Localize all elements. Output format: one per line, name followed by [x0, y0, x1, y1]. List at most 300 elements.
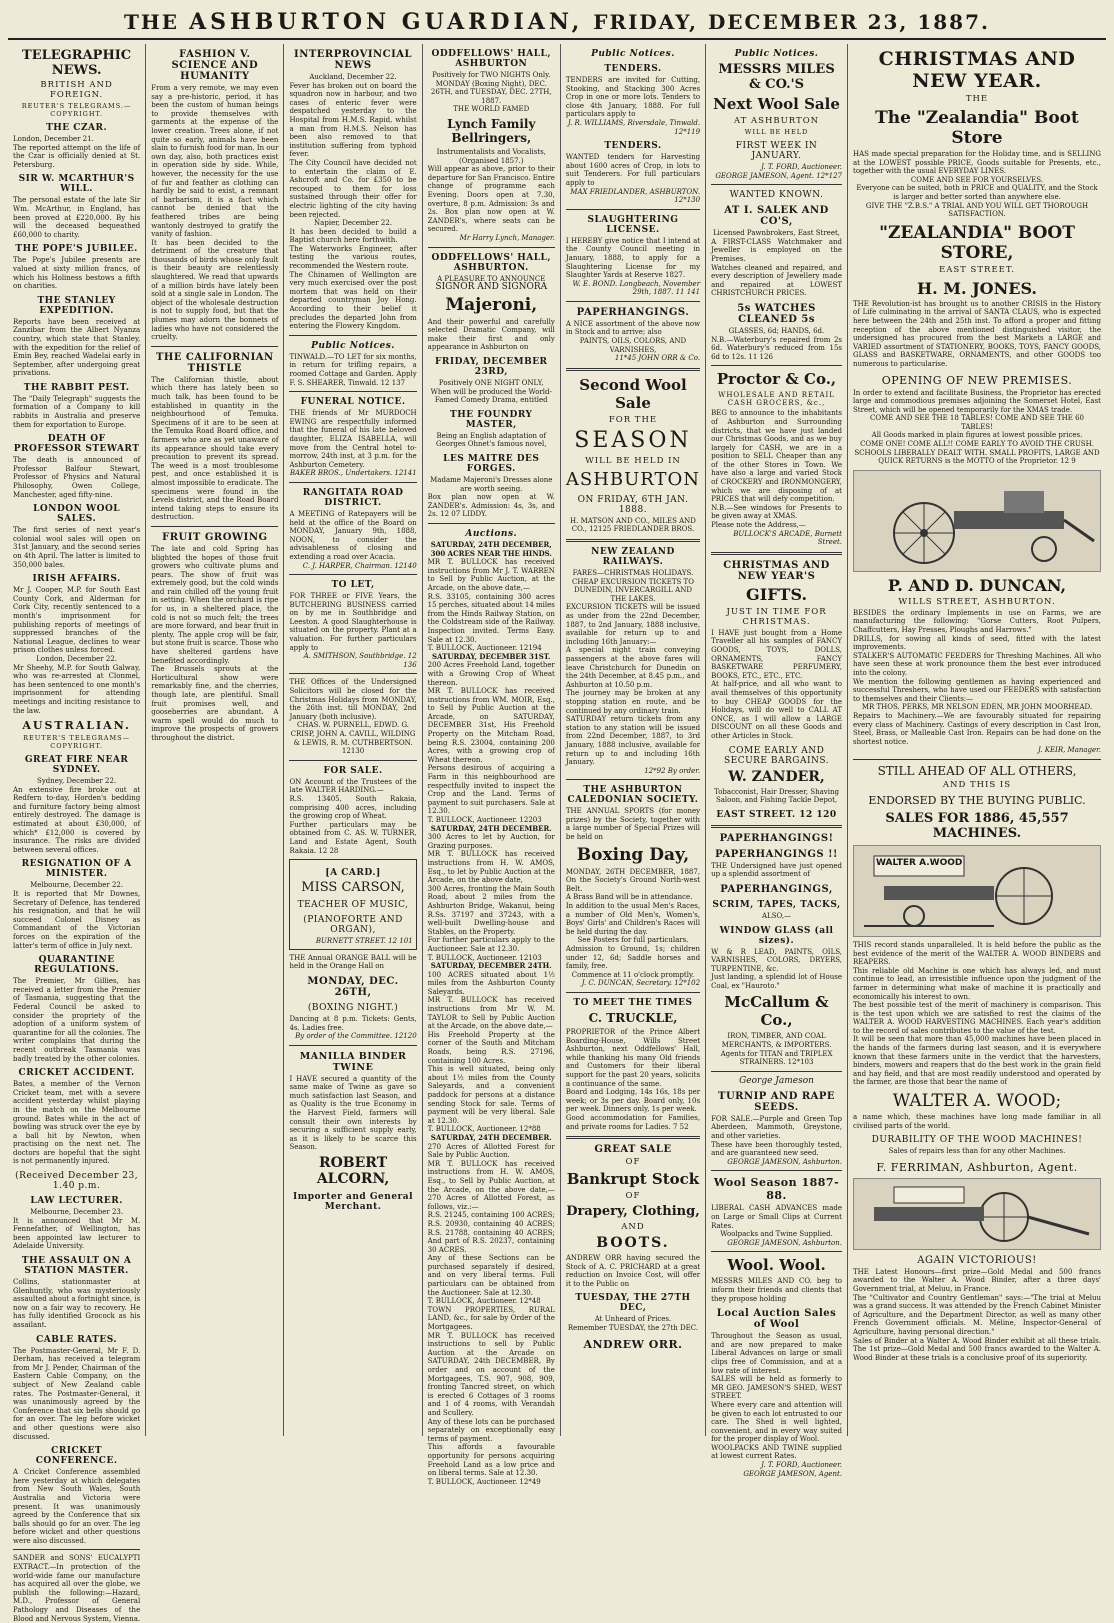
bellringers-heading: Lynch Family Bellringers, — [447, 116, 536, 145]
reuter-line: REUTER'S TELEGRAMS.—COPYRIGHT. — [21, 102, 132, 118]
local-text: SALES will be held as formerly to MR GEO. JAMESON'S SHED, WEST STREET. — [711, 1375, 842, 1401]
thistle-text: The Californian thistle, about which there has lately been so much talk, has been found to be established in quantity in the neighbourhood of Temuka. Specimens of it are to be seen at the Temuka Road Board office, and farmers who are as yet unaware of its appearance should take every precaution to prevent its spread. The weed is a most troublesome pest, and once established it is almost impossible to eradicate. The specimens were found in the Levels district, and the Road Board intend taking steps to ensure its destruction. — [151, 375, 279, 522]
orange-sig: By order of the Committee. 12120 — [295, 1032, 417, 1041]
ferriman: F. FERRIMAN, Ashburton, Agent. — [876, 1160, 1078, 1174]
offices-text: THE Offices of the Undersigned Solicitors will be closed for the Christmas Holidays from MONDAY, the 26th inst. till MONDAY, 2nd January (both inclusive). — [289, 678, 417, 721]
duncan-heading: P. AND D. DUNCAN, — [887, 575, 1067, 595]
tenders-sig: MAX FRIEDLANDER, ASHBURTON. 12*130 — [570, 187, 701, 205]
next-wool-sale: Next Wool Sale — [713, 95, 840, 113]
of-word: OF — [625, 1157, 641, 1168]
auction-line: T. BULLOCK, Auctioneer. 12103 — [427, 953, 542, 962]
salek-text: N.B.—Waterbury's repaired from 2s 6d. Waterbury's reduced from 15s 6d to 12s. 11 126 — [711, 335, 842, 361]
rail-text: SATURDAY return tickets from any station to any station will be issued from 22nd December, 1887, to 3rd January, 1888 inclusive, available for return up to and including 16th January. — [565, 715, 701, 767]
duncan-text: BESIDES the ordinary Implements in use on Farms, we are manufacturing the following: "Gorse Cutters, Root Pulpers, Chaffcutters, Hay Presses, Ploughs and Harrows." — [853, 608, 1101, 635]
funeral-sig: BAKER BROS., Undertakers. 12141 — [289, 469, 417, 478]
card-name: MISS CARSON, — [301, 880, 405, 896]
cricket-accident-text: Bates, a member of the Vernon Cricket team, met with a severe accident yesterday whilst playing in the match on the Melbourne ground. Bates while in the act of bowling was struck over the eye by a ball hit by Newton, when practising on the next net. The doctors are hopeful that the sight is not permanently injured. — [13, 1080, 141, 1166]
cal-text: MONDAY, 26TH DECEMBER, 1887, On the Society's Ground North-west Belt. — [565, 867, 701, 893]
tenders-text: TENDERS are invited for Cutting, Stooking, and Stacking 300 Acres Crop in one or more lots. Tenders to close 4th January, 1888. For full particulars apply to — [565, 76, 701, 119]
wood-name: WALTER A. WOOD; — [892, 1091, 1062, 1112]
hall-heading: ODDFELLOWS' HALL, ASHBURTON — [431, 49, 551, 69]
column-6 — [706, 44, 848, 1478]
news-text: Auckland, December 22. — [309, 73, 397, 81]
wool-wool-heading: Wool. Wool. — [727, 1256, 826, 1275]
proctor-sub: WHOLESALE AND RETAIL CASH GROCERS, &c., — [718, 391, 835, 408]
telegraphic-news-heading: TELEGRAPHIC NEWS. — [22, 48, 132, 78]
maitre-des-forges: LES MAITRE DES FORGES. — [443, 454, 540, 475]
jones-heading: H. M. JONES. — [917, 278, 1037, 298]
fruit-text: The Brussels sprouts at the Horticultural show were remarkably fine, and the cherries, though late, are plentiful. Small fruit promises well, and gooseberries are abundant. A warm spell would do much to improve the prospects of growers throughout the district. — [151, 665, 279, 742]
local-sig: J. T. FORD, Auctioneer. — [761, 1461, 842, 1470]
masthead-date: DECEMBER 23, 1887. — [707, 10, 990, 34]
still-sub: AND THIS IS — [942, 779, 1012, 790]
orr-text: ANDREW ORR having secured the Stock of A. C. PRICHARD at a great reduction on Invoice Cost, will offer it to the Public on — [565, 1254, 701, 1288]
auction-line: 300 ACRES NEAR THE HINDS. — [430, 548, 552, 558]
zealandia-heading: The "Zealandia" Boot Store — [875, 108, 1079, 148]
endorsed-heading: ENDORSED BY THE BUYING PUBLIC. — [868, 793, 1086, 807]
czar-text: London, December 21. — [13, 135, 94, 143]
wool-season-heading: Wool Season 1887-88. — [713, 1176, 840, 1203]
fire-text: Sydney, December 22. — [37, 777, 117, 786]
truckle-text: Board and Lodging, 14s 16s, 18s per week; or 3s per day. Board only, 10s per week. Dinners only, 1s per week. — [565, 1088, 701, 1114]
fashion-text: It has been decided to the detriment of the creature that thousands of birds whose only fault is their beauty are relentlessly slaughtered. We read that upwards of a million birds have lately been sold at a single sale in London. The object of the wholesale destruction is not to supply food, but that the plumes may adorn the bonnets of ladies who have not considered the cruelty. — [151, 238, 279, 342]
xmas-gifts-heading: CHRISTMAS AND NEW YEAR'S — [723, 559, 830, 582]
five-shilling: 5s WATCHES CLEANED 5s — [737, 302, 816, 325]
jameson-name: George Jameson — [739, 1075, 814, 1086]
alcorn-heading: ROBERT ALCORN, — [316, 1155, 390, 1188]
assault-text: Collins, stationmaster at Glenhuntly, who was mysteriously assaulted about a fortnight since, is now on a fair way to recovery. He has fully identified Grocock as his assailant. — [13, 1278, 141, 1329]
jubilee-heading: THE POPE'S JUBILEE. — [15, 244, 138, 255]
season-word: SEASON — [574, 427, 692, 453]
second-sub: FOR THE — [608, 414, 658, 425]
cal-text: A Brass Band will be in attendance. — [565, 893, 693, 902]
thistle-heading: THE CALIFORNIAN THISTLE — [155, 351, 274, 374]
auction-line: 270 Acres of Allotted Forest for Sale by Public Auction. — [427, 1142, 555, 1160]
duncan-sub: WILLS STREET, ASHBURTON. — [898, 596, 1056, 607]
great-sale: GREAT SALE — [594, 1144, 672, 1156]
forsale-text: ON Account of the Trustees of the late WALTER HARDING.— — [289, 777, 417, 795]
auction-line: T. BULLOCK, Auctioneer. 12*88 — [427, 1125, 541, 1134]
will-heading: SIR W. MCARTHUR'S WILL. — [18, 174, 135, 195]
forsale-text: Further particulars may be obtained from C. AS. W. TURNER, Land and Estate Agent, South Rakaia. 12 28 — [289, 820, 417, 855]
cricket-accident-heading: CRICKET ACCIDENT. — [18, 1068, 135, 1079]
wool-sales-heading: LONDON WOOL SALES. — [33, 504, 121, 525]
news-text: The City Council have decided not to entertain the claim of E. Ashcroft and Co. for £350 to be recouped to them for loss sustained through their offer for electric lighting of the city having been rejected. — [289, 158, 417, 219]
auction-line: 300 Acres to let by Auction, for Grazing purposes. — [427, 833, 555, 850]
maj-text: Being an English adaptation of Georges Ohnet's famous novel, — [436, 431, 547, 449]
east-street: EAST STREET. — [939, 264, 1015, 275]
card-sub: (PIANOFORTE AND ORGAN), — [303, 915, 403, 936]
orr-date: TUESDAY, THE 27TH DEC, — [575, 1293, 691, 1314]
auction-line: For further particulars apply to the Auctioneer. Sale at 12.30. — [427, 936, 555, 953]
zealandia-text: COME AND SEE FOR YOURSELVES. — [910, 175, 1044, 184]
resignation-text: It is reported that Mr Downes, Secretary of Defence, has tendered his resignation, and that he will succeed Colonel Disney as Commandant of the Victorian forces on the expiration of the latter's term of office in July next. — [13, 890, 141, 950]
again-text: The "Cultivator and Country Gentleman" says:—"The trial at Meluu was a grand success. It was attended by the French Cabinet Minister of Agriculture, and the Department Director, as well as many other French Government officials. M. Méline, Inspector-General of Agriculture, having personal direction." — [853, 1293, 1101, 1336]
turnip-text: FOR SALE.—Purple and Green Top Aberdeen, Mammoth, Greystone, and other varieties. — [711, 1114, 842, 1141]
maj-text: And their powerful and carefully selected Dramatic Company, will make their first and only appearance in Ashburton on — [427, 317, 555, 352]
bell-sig: Mr Harry Lynch, Manager. — [459, 233, 555, 242]
tolet-text: FOR THREE or FIVE Years, the BUTCHERING BUSINESS carried on by me in Southbridge and Leeston. A good Slaughterhouse is situated on the property. Plant at a valuation. For further particulars apply to — [289, 592, 417, 652]
zander-sub: Tobacconist, Hair Dresser, Shaving Saloon, and Fishing Tackle Depot, — [714, 787, 839, 805]
maj-date: FRIDAY, DECEMBER 23RD, — [434, 357, 548, 378]
victorious-engraving — [853, 1178, 1101, 1250]
opening-text: SCHOOLS LIBERALLY DEALT WITH. SMALL PROFITS, LARGE AND QUICK RETURNS is the MOTTO of the Proprietor. 12 9 — [854, 448, 1100, 466]
orange-night: (BOXING NIGHT.) — [307, 1002, 399, 1013]
proctor-text: BEG to announce to the inhabitants of Ashburton and Surrounding districts, that we have just landed our Christmas Goods, and as we buy largely for CASH, we are in a position to SELL Cheaper than any of the other Stores in Town. We have also a large and varied Stock of CROCKERY and IRONMONGERY, which we are disposing of at PRICES that will defy competition. — [711, 409, 842, 504]
tenders-text: WANTED tenders for Harvesting about 1600 acres of Crop, in lots to suit Tenderers. For full particulars apply to — [565, 153, 701, 187]
local-sig: GEORGE JAMESON, Agent. — [743, 1469, 842, 1478]
auction-line: MR T. BULLOCK has received instructions from H. W. AMOS, Esq., to Sell by Public Auction, at the Arcade, on the above date,—270 Acres of Allotted Forest, as follows, viz.:— — [427, 1159, 555, 1211]
opening-heading: OPENING OF NEW PREMISES. — [881, 373, 1073, 387]
tenders-sig: J. R. WILLIAMS, Riversdale, Tinwald. 12*119 — [567, 118, 701, 136]
local-text: Where every care and attention will be given to each lot entrusted to our care. The Shed is well lighted, convenient, and in every way suited for the proper display of Wool. — [711, 1400, 842, 1444]
gifts-text: I HAVE just bought from a Home Traveller all his samples of FANCY GOODS, TOYS, DOLLS, ORNAMENTS, FANCY BASKETWARE PERFUMERY, BOOKS, ETC., ETC., ETC. — [711, 628, 842, 680]
binder-illustration-2 — [854, 1179, 1100, 1249]
auction-line: MR T. BULLOCK has received instructions from Mr W. M. TAYLOR to Sell by Public Auction at the Arcade, on the above date,— — [427, 996, 555, 1031]
funeral-text: THE friends of Mr MURDOCH EWING are respectfully informed that the funeral of his late beloved daughter, ELIZA ISABELLA, will move from the Central hotel to-morrow, 24th inst, at 3 p.m. for the Ashburton Cemetery. — [289, 409, 417, 469]
news-text: Napier, December 22. — [314, 219, 393, 228]
slaughter-heading: SLAUGHTERING LICENSE. — [587, 214, 679, 235]
local-text: WOOLPACKS AND TWINE supplied at lowest current Rates. — [711, 1443, 842, 1461]
boots-word: BOOTS. — [596, 1235, 670, 1252]
proctor-text: N.B.—See windows for Presents to be given away at XMAS. — [711, 503, 842, 521]
duncan-text: DRILLS, for sowing all kinds of seed, fitted with the latest improvements. — [853, 634, 1101, 652]
mccallum-name: McCallum & Co., — [724, 993, 829, 1030]
of-word: OF — [625, 1191, 641, 1202]
opening-text: COME ONE! COME ALL!! COME EARLY TO AVOID THE CRUSH. — [860, 440, 1094, 449]
auction-line: Persons desirous of acquiring a Farm in this neighbourhood are respectfully invited to inspect the Crop and the Land. Terms of payment to suit purchasers. Sale at 12.30. — [427, 764, 555, 816]
salek-heading: AT I. SALEK AND CO'S, — [724, 205, 829, 228]
conference-text: A Cricket Conference assembled here yesterday at which delegates from New South Wales, South Australia and Victoria were present. It was unanimously agreed by the Conference that six balls should go for an over. The leg before wicket and other questions were also discussed. — [13, 1468, 141, 1545]
stanley-text: Reports have been received at Zanzibar from the Albert Nyanza country, which state that Stanley, with the expedition for the relief of Emin Bey, reached Wadelai early in September, after undergoing great privations. — [13, 317, 141, 378]
rangitata-text: A MEETING of Ratepayers will be held at the office of the Board on MONDAY, January 9th, 1888, NOON, to consider the advisableness of closing and extending a road over Acacia. — [289, 509, 417, 561]
zealandia-text: HAS made special preparation for the Holiday time, and is SELLING at the LOWEST possible PRICE, Goods suitable for Presents, etc., together with the usual EVERYDAY LINES. — [853, 150, 1101, 176]
wool-text: MESSRS MILES AND CO. beg to inform their friends and clients that they propose holding — [711, 1277, 842, 1303]
next-sig: J. T. FORD, Auctioneer. — [761, 163, 842, 171]
turnip-text: These have been thoroughly tested, and are guaranteed new seed. — [711, 1140, 842, 1158]
matson-text: H. MATSON AND CO., MILES AND CO., 12125 FRIEDLANDER BROS. — [570, 516, 696, 534]
public-notices-heading: Public Notices. — [311, 340, 395, 351]
again-text: THE Latest Honours—first prize—Gold Medal and 500 francs awarded to the Walter A. Wood Binder, after a three days' Government trial, at Meluu, in France. — [853, 1267, 1101, 1293]
sander-advert: SANDER and SONS' EUCALYPTI EXTRACT.—In protection of the world-wide fame our manufacture has acquired all over the globe, we publish the following:—Hazard, M.D., Professor of General Pathology and Diseases of the Blood and Nervous System, Vienna. — [13, 1554, 141, 1623]
salek-text: Watches cleaned and repaired, and every description of Jewellery made and repaired at LOWEST CHRISTCHURCH PRICES. — [711, 263, 842, 298]
orange-date: MONDAY, DEC. 26TH, — [307, 975, 399, 998]
auction-line: MR T. BULLOCK has received instructions from Mr J. T. WARREN to Sell by Public Auction, at the Arcade, on the above date,— — [427, 558, 555, 592]
railways-heading: NEW ZEALAND RAILWAYS. — [591, 547, 675, 568]
rangitata-heading: RANGITATA ROAD DISTRICT. — [302, 487, 404, 508]
wood-text: This reliable old Machine is one which has always led, and must continue to lead, an irresistible influence upon the judgment of the farmer in determining what make of machine it is practically and economically his interest to own. — [853, 966, 1101, 1001]
zander-sub: EAST STREET. 12 120 — [716, 809, 837, 820]
news-text: The Chinamen of Wellington are very much exercised over the post mortem that was held on their departed countryman Joy Hong. According to their belief it precludes the departed John from entering the Flowery Kingdom. — [289, 270, 417, 331]
rail-text: FARES—CHRISTMAS HOLIDAYS. — [572, 569, 694, 578]
ph-text: W & R LEAD, PAINTS, OILS, VARNISHES, COLORS, DRYERS, TURPENTINE, &c. — [711, 947, 842, 973]
truckle-text: PROPRIETOR of the Prince Albert Boarding-House, Wills Street Ashburton, next Oddfellows' Hall, while thanking his many Old friends and Customers for their liberal support for the past 20 years, solicits a continuance of the same. — [565, 1027, 701, 1088]
british-foreign-sub: BRITISH AND FOREIGN. — [40, 80, 113, 100]
xmas-newyear-heading: CHRISTMAS AND NEW YEAR. — [878, 48, 1076, 92]
local-auction-heading: Local Auction Sales of Wool — [716, 1308, 837, 1331]
manilla-heading: MANILLA BINDER TWINE — [299, 1050, 407, 1073]
column-3 — [284, 44, 422, 1436]
miles-heading: MESSRS MILES & CO.'S — [718, 62, 835, 92]
tinwald-notice: TINWALD.—TO LET for six months, in return for trifling repairs, a roomed Cottage and Garden. Apply F. S. SHEARER, Tinwald. 12 137 — [289, 352, 417, 387]
auction-line: 300 Acres, fronting the Main South Road, about 2 miles from the Ashburton Bridge, Wakanui, being R.Ss. 37197 and 37243, with a well-built Dwelling-house and Stables, on the Property. — [427, 884, 555, 936]
tenders-heading: TENDERS. — [604, 64, 662, 74]
majeroni-name: Majeroni, — [445, 294, 538, 315]
hall-text: Positively for TWO NIGHTS Only. — [432, 71, 551, 79]
auctions-heading: Auctions. — [465, 529, 518, 539]
gifts-word: GIFTS. — [746, 584, 808, 604]
fashion-heading: FASHION V. SCIENCE AND HUMANITY — [171, 49, 259, 82]
manilla-text: I HAVE secured a quantity of the same make of Twine as gave so much satisfaction last Season, and as Quality is the true Economy in the Harvest Field, farmers will consult their own interests by securing a sufficient supply early, as it is likely to be scarce this Season. — [289, 1074, 417, 1152]
binder-engraving — [853, 845, 1101, 937]
orr-text: Remember TUESDAY, the 27th DEC. — [567, 1324, 699, 1333]
auction-line: T. BULLOCK, Auctioneer. 12203 — [427, 816, 542, 824]
reuter-line: REUTER'S TELEGRAMS—COPYRIGHT. — [23, 734, 131, 751]
column-4 — [423, 44, 561, 1486]
the-word: THE — [965, 94, 989, 104]
wood-logo: WALTER A.WOOD — [876, 857, 963, 868]
zealandia-text: GIVE THE "Z.B.S." A TRIAL AND YOU WILL GET THOROUGH SATISFACTION. — [865, 201, 1089, 219]
cal-text: Commence at 11 o'clock promptly. — [571, 970, 695, 979]
wool-sales-text: The first series of next year's colonial wool sales will open on 31st January, and the second series on 4th April. The latter is limited to 350,000 bales. — [13, 526, 141, 569]
auction-line: This affords a favourable opportunity for persons acquiring Freehold Land as a low price and on liberal terms. Sale at 12.30. — [427, 1443, 555, 1478]
resignation-heading: RESIGNATION OF A MINISTER. — [21, 859, 132, 880]
gifts-sub: JUST IN TIME FOR CHRISTMAS. — [726, 606, 827, 627]
auction-line: His Freehold Property at the corner of the South and Mitcham Roads, being R.S. 27196, containing 100 Acres. — [427, 1030, 555, 1065]
assault-heading: THE ASSAULT ON A STATION MASTER. — [21, 1256, 132, 1277]
ph-text: THE Undersigned have just opened up a splendid assortment of — [711, 861, 842, 879]
next-held: WILL BE HELD — [744, 128, 809, 136]
fashion-text: From a very remote, we may even say a pre-historic, period, it has been the custom of human beings to provide themselves with garments at the expense of the lower creation. Trees alone, if not quite so early, animals have been slain to furnish food for man. In our own day, also, both practices exist in operation side by side. While, however, the necessity for the use of fur and feather as clothing can hardly be said to exist, a remnant of barbarism, it is a fact which cannot be denied that the feathered tribes are being wantonly destroyed to gratify the vanity of fashion. — [151, 84, 279, 239]
orange-text: THE Annual ORANGE BALL will be held in the Orange Hall on — [289, 953, 417, 971]
masthead-day: FRIDAY, — [593, 10, 698, 34]
funeral-heading: FUNERAL NOTICE. — [300, 397, 406, 408]
next-date: FIRST WEEK IN JANUARY. — [735, 141, 818, 161]
second-wool-sale: Second Wool Sale — [579, 375, 687, 412]
auction-line: SATURDAY, 24TH DECEMBER, — [430, 540, 552, 549]
opening-text: All Goods marked in plain figures at lowest possible prices. — [871, 431, 1083, 440]
gifts-text: At half-price, and all who want to avail themselves of this opportunity to buy CHEAP GOODS for the Holidays, will do well to CALL AT ONCE, as I will allow a LARGE DISCOUNT on all these Goods and other Articles in Stock. — [711, 680, 842, 740]
tolet-heading: TO LET, — [331, 580, 375, 591]
quarantine-text: The Premier, Mr Gillies, has received a letter from the Premier of Tasmania, suggesting that the Federal Council be asked to consider the propriety of the adoption of a uniform system of quarantine for all the colonies. The writer complains that during the recent outbreak Tasmania was badly treated by the other colonies. — [13, 977, 141, 1063]
paperhangings-heading: PAPERHANGINGS. — [576, 306, 690, 318]
stewart-text: The death is announced of Professor Balfour Stewart, Professor of Physics and Natural Philosophy, Owen College, Manchester, aged fifty-nine. — [13, 456, 141, 499]
irish-text: Mr J. Cooper, M.P. for South East County Cork, and Alderman for Cork City, recently sentenced to a month's imprisonment for publishing reports of meetings of suppressed branches of the National League, declines to wear prison clothes unless forced. — [13, 586, 141, 655]
wood-text: It will be seen that more than 45,000 machines have been placed in the hands of the farmers during last season, and it is everywhere known that these farmers unite in the verdict that the harvesters, binders, mowers and reapers that do the best work in the grain field and hay field, and that are most readily understood and operated by the farmer, are those that bear the name of — [853, 1035, 1101, 1087]
still-ahead-heading: STILL AHEAD OF ALL OTHERS, — [877, 763, 1077, 778]
hall-text: MONDAY (Boxing Night), DEC. 26TH, and TUESDAY, DEC. 27TH, 1887. — [430, 79, 552, 105]
maj-text: Madame Majeroni's Dresses alone are worth seeing. — [430, 476, 553, 493]
rail-text: CHEAP EXCURSION TICKETS TO DUNEDIN, INVERCARGILL AND THE LAKES. — [572, 577, 694, 603]
duncan-names: MR THOS. PERKS, MR NELSON EDEN, MR JOHN MOORHEAD. — [861, 703, 1093, 712]
card-addr: BURNETT STREET. 12 101 — [315, 937, 413, 946]
maj-text: When will be produced the World-Famed Comedy Drama, entitled — [430, 387, 552, 405]
auction-line: R.S. 33105, containing 300 acres 15 perches, situated about 14 miles from the Hinds Railway Station, on the Coldstream side of the Railway. Inspection invited. Terms Easy. Sale at 12.30. — [427, 592, 555, 644]
mccallum-sub: Agents for TITAN and TRIPLEX STRAINERS. 12*103 — [720, 1049, 833, 1067]
irish-heading: IRISH AFFAIRS. — [32, 574, 121, 585]
auction-line: Any of these lots can be purchased separately on exceptionally easy terms of payment. — [427, 1417, 555, 1443]
australian-heading: AUSTRALIAN. — [22, 719, 131, 733]
rail-text: The journey may be broken at any stopping station en route, and be continued by any ordinary train. — [565, 689, 701, 715]
fire-text: An extensive fire broke out at Redfern to-day, Horden's bedding and furniture factory being almost entirely destroyed. The damage is estimated at about £30,000, of which* £12,000 is covered by insurance. The risks are divided between several offices. — [13, 785, 141, 854]
orange-text: Dancing at 8 p.m. Tickets: Gents, 4s. Ladies free. — [289, 1014, 417, 1032]
column-2 — [146, 44, 284, 1436]
fruit-text: The late and cold Spring has blighted the hopes of those fruit growers who cultivate plums and pears. The show of fruit was extremely good, but the cold winds and rain chilled off the young fruit in setting. When the orchard is ripe for us, in a sheltered place, the cold is not so much felt; the trees are more forward, and bear fruit in plenty. The apple crop will be fair, but stone fruit is scarce. Those who have sheltered gardens have benefited accordingly. — [151, 544, 279, 665]
truckle-text: Good accommodation for Families, and private rooms for Ladies. 7 52 — [565, 1113, 701, 1131]
interprovincial-heading: INTERPROVINCIAL NEWS — [294, 49, 413, 71]
boxing-day: Boxing Day, — [576, 844, 690, 865]
bell-text: Will appear as above, prior to their departure for San Francisco. Entire change of programme each Evening. Doors open at 7.30, overture, 8 p.m. Admission: 3s and 2s. Box plan now open at W. ZANDER's, where seats can be secured. — [427, 165, 555, 234]
ph-heading: PAPERHANGINGS! — [719, 832, 834, 844]
next-at: AT ASHBURTON — [733, 116, 820, 126]
fire-heading: GREAT FIRE NEAR SYDNEY. — [24, 755, 129, 776]
stanley-heading: THE STANLEY EXPEDITION. — [37, 295, 116, 316]
held-in: WILL BE HELD IN — [585, 455, 681, 466]
resignation-text: Melbourne, December 22. — [30, 881, 124, 890]
proctor-sig: BULLOCK'S ARCADE, Burnett Street. — [733, 529, 842, 547]
foundry-master: THE FOUNDRY MASTER, — [450, 409, 533, 430]
ph-text: Just landing, a splendid lot of House Coal, ex "Hauroto." — [711, 973, 842, 990]
rail-text: EXCURSION TICKETS will be issued as under from the 22nd December, 1887, to 2nd January, 1888 inclusive, available for return up to and including 16th January:— — [565, 603, 701, 646]
stewart-heading: DEATH OF PROFESSOR STEWART — [13, 434, 140, 455]
orr-text: At Unheard of Prices. — [594, 1315, 672, 1324]
auction-line: 200 Acres Freehold Land, together with a Growing Crop of Wheat thereon. — [427, 661, 555, 687]
public-notices-heading: Public Notices. — [591, 49, 675, 59]
ph-text: PAPERHANGINGS, — [720, 883, 833, 895]
wood-text: a name which, these machines have long made familiar in all civilised parts of the world. — [853, 1113, 1101, 1130]
duncan-sig: J. KEIR, Manager. — [1038, 746, 1101, 755]
tolet-sig: A. SMITHSON, Southbridge. 12 136 — [303, 652, 417, 669]
salek-text: A FIRST-CLASS Watchmaker and Jeweller is employed on the Premises. — [711, 237, 842, 263]
cable-heading: CABLE RATES. — [36, 1334, 118, 1345]
ph-text: WINDOW GLASS (all sizes). — [719, 925, 834, 946]
wood-text: THIS record stands unparalleled. It is held before the public as the best evidence of the merit of the WALTER A. WOOD BINDERS and REAPERS. — [853, 940, 1101, 967]
cable-text: The Postmaster-General, Mr F. D. Derham, has received a telegram from Mr J. Pender, Chairman of the Eastern Cable Company, on the subject of New Zealand cable rates. The Postmaster-General, it was unanimously agreed by the Conference that six bells should go for an over. The leg before wicket and other questions were also discussed. — [13, 1346, 141, 1441]
zbs-heading: "ZEALANDIA" BOOT STORE, — [879, 222, 1075, 263]
auction-line: MR T. BULLOCK has received instructions to sell by Public Auction at the Arcade on SATURDAY, 24th DECEMBER, By order and on account of the Mortgagees, T.S. 907, 908, 909, fronting Tancred street, on which is erected 6 Cottages of 3 rooms and 1 of 4 rooms, with Verandah and Scullery. — [427, 1331, 555, 1417]
forsale-text: R.S. 13405, South Rakaia, comprising 400 acres, including the growing crop of Wheat. — [289, 794, 417, 821]
and-word: AND — [621, 1222, 645, 1233]
proctor-text: Please note the Address,— — [711, 521, 806, 530]
drapery-clothing: Drapery, Clothing, — [566, 1204, 700, 1220]
music-card — [289, 859, 416, 950]
proctor-heading: Proctor & Co., — [716, 370, 837, 389]
durability-sub: Sales of repairs less than for any other Machines. — [888, 1147, 1066, 1156]
salek-text: GLASSES, 6d; HANDS, 6d. — [728, 326, 825, 335]
truckle-name: C. TRUCKLE, — [588, 1010, 678, 1025]
auction-list — [428, 541, 555, 1486]
bell-text: Instrumentalists and Vocalists, (Organised 1857.) — [436, 147, 546, 165]
slaughter-text: I HEREBY give notice that I intend at the County Council meeting in January, 1888, to apply for a Slaughtering License for my Slaughter Yards at Reserve 1827. — [565, 236, 701, 280]
jubilee-text: The Pope's Jubilee presents are valued at sixty million francs, of which his Holiness bestows a fifth on charities. — [13, 256, 141, 291]
orr-sig: ANDREW ORR. — [583, 1337, 683, 1351]
turnip-sig: GEORGE JAMESON, Ashburton. — [727, 1157, 842, 1166]
news-text: Fever has broken out on board the squadron now in harbour, and two cases of enteric fever were despatched yesterday to the Hospital from H.M.S. Rapid, whilst a man from H.M.S. Nelson has been also removed to that institution suffering from typhoid fever. — [289, 81, 417, 159]
paper-text: PAINTS, OILS, COLORS, AND VARNISHES, — [579, 337, 687, 354]
ph-text: SCRIM, TAPES, TACKS, — [712, 899, 841, 910]
ph-text: ALSO,— — [762, 911, 792, 920]
local-text: Throughout the Season as usual, and are now prepared to make Liberal Advances on large or small clips free of Commission, and at a low rate of interest. — [711, 1332, 842, 1375]
auction-line: 100 ACRES situated about 1½ miles from the Ashburton County Saleyards. — [427, 970, 555, 996]
received-line: (Received December 23, 1.40 p.m. — [15, 1171, 139, 1192]
cal-text: Admission to Ground, 1s; children under 12, 6d; Saddle horses and family, free. — [565, 945, 701, 971]
alcorn-sub: Importer and General Merchant. — [293, 1192, 414, 1213]
bankrupt-stock: Bankrupt Stock — [566, 1170, 700, 1189]
turnip-heading: TURNIP AND RAPE SEEDS. — [718, 1090, 836, 1113]
auction-line: R.S. 21245, containing 100 ACRES; R.S. 20930, containing 40 ACRES; R.S. 21788, containing 40 ACRES; And part of R.S. 20237, containing 30 ACRES. — [427, 1211, 555, 1254]
hall-text: THE WORLD FAMED — [453, 105, 530, 114]
caledonian-heading: THE ASHBURTON CALEDONIAN SOCIETY. — [567, 785, 699, 806]
rangitata-sig: C. J. HARPER, Chairman. 12140 — [302, 561, 417, 570]
auction-line: This is well situated, being only about 1½ miles from the County Saleyards, and a convenient paddock for persons at a distance sending Stock for sale. Terms of payment will be very liberal. Sale at 12.30. — [427, 1065, 555, 1125]
season-text: Woolpacks and Twine Supplied. — [720, 1230, 833, 1239]
news-text: It has been decided to build a Baptist church here forthwith. — [289, 227, 417, 245]
duncan-text: STALKER'S AUTOMATIC FEEDERS for Threshing Machines. All who have seen these at work pronounce them the best ever introduced into the colony. — [853, 651, 1101, 677]
card-role: TEACHER OF MUSIC, — [297, 900, 409, 911]
zealandia-text: Everyone can be suited, both in PRICE and QUALITY, and the Stock is larger and better sorted than anywhere else. — [856, 184, 1098, 201]
zander-name: W. ZANDER, — [728, 768, 825, 785]
sale-date: ON FRIDAY, 6TH JAN. 1888. — [577, 494, 689, 515]
sales-heading: SALES FOR 1886, 45,557 MACHINES. — [885, 810, 1069, 841]
ashburton-word: ASHBURTON — [565, 468, 701, 490]
auction-line: TOWN PROPERTIES, RURAL LAND, &c., for sale by Order of the Mortgagees. — [427, 1305, 555, 1332]
auction-line: T. BULLOCK, Auctioneer. 12*48 — [427, 1297, 541, 1306]
wanted-known: WANTED KNOWN. — [729, 190, 824, 201]
auction-line: SATURDAY, DECEMBER 31ST. — [432, 651, 551, 661]
cal-text: In addition to the usual Men's Races, a number of Old Men's, Women's, Boys' Girls' and Children's Races will be held during the day. — [565, 902, 701, 936]
law-text: It is announced that Mr M. Fennefather, of Wellington, has been appointed law lecturer to Adelaide University. — [13, 1216, 141, 1251]
card-heading: [A CARD.] — [325, 868, 381, 879]
paper-sig: 11*45 JOHN ORR & Co. — [614, 354, 701, 363]
quarantine-heading: QUARANTINE REGULATIONS. — [34, 955, 120, 976]
auction-line: Any of these Sections can be purchased separately if desired, and on very liberal terms. Full particulars can be obtained from the Auctioneer. Sale at 12.30. — [427, 1254, 555, 1297]
offices-sig: CHAS. W. PURNELL, EDWD. G. CRISP, JOHN A. CAVILL, WILDING & LEWIS, R. M. CUTHBERTSON. 12130 — [290, 721, 416, 756]
maj-text: Positively ONE NIGHT ONLY, — [438, 379, 544, 388]
auction-line: SATURDAY, DECEMBER 24TH. — [430, 961, 552, 971]
maj-text: A PLEASURE TO ANNOUNCE — [437, 274, 546, 283]
jones-text: THE Revolution-ist has brought us to another CRISIS in the History of Life culminating in the arrival of SANTA CLAUS, who is expected here between the 24th and 25th inst. To afford a proper and fitting reception of the above mentioned distinguished visitor, the undersigned has procured from the best Markets a LARGE and VARIED assortment of STATIONERY, BOOKS, TOYS, FANCY GOODS, GLASS and BASKETWARE, ORNAMENTS, and other GOODS too numerous to particularise. — [853, 299, 1101, 368]
rail-text: A special night train conveying passengers at the above fares will leave Christchurch for Dunedin on the 24th December, at 8.45 p.m., and Ashburton at 10.50 p.m. — [565, 646, 701, 689]
machine-engraving — [853, 470, 1101, 572]
cal-text: THE ANNUAL SPORTS (for money prizes) by the Society, together with a large number of Special Prizes will be held on — [565, 807, 701, 842]
columns — [8, 44, 1106, 1623]
durability-heading: DURABILITY OF THE WOOD MACHINES! — [871, 1135, 1083, 1146]
public-notices-heading: Public Notices. — [734, 49, 819, 59]
opening-text: COME AND SEE THE 18 TABLES! COME AND SEE THE 60 TABLES! — [869, 414, 1085, 431]
next-sig: GEORGE JAMESON, Agent. 12*127 — [715, 171, 842, 180]
czar-heading: THE CZAR. — [46, 123, 108, 133]
mccallum-sub: IRON, TIMBER, AND COAL MERCHANTS, & IMPORTERS. — [721, 1032, 832, 1050]
masthead-title: ASHBURTON GUARDIAN, — [189, 9, 584, 35]
auction-line: MR T. BULLOCK has received instructions from H. W. AMOS, Esq., to let by Public Auction at the Arcade, on the above date, — [427, 850, 555, 885]
rail-sig: 12*92 By order. — [644, 766, 701, 775]
column-7 — [848, 44, 1106, 1436]
auction-line: SATURDAY, 24TH DECEMBER. — [430, 823, 552, 833]
season-sig: GEORGE JAMESON, Ashburton. — [727, 1238, 842, 1247]
maj-text: Box plan now open at W. ZANDER's. Admission: 4s, 3s, and 2s. 12 07 LIDDY. — [427, 493, 555, 519]
opening-text: In order to extend and facilitate Business, the Proprietor has erected large and commodious premises adjoining the Somerset Hotel, East Street, which will be opened temporarily for the XMAS trade. — [853, 388, 1101, 414]
column-1 — [8, 44, 146, 1623]
irish-text: London, December 22. — [36, 654, 118, 663]
masthead-article: THE — [124, 10, 180, 34]
rabbit-heading: THE RABBIT PEST. — [23, 382, 130, 393]
cal-sig: J. C. DUNCAN, Secretary. 12*102 — [581, 979, 701, 988]
irish-text: Mr Sheehy, M.P. for South Galway, who was re-arrested at Clonmel, has been sentenced to one month's imprisonment for attending meetings and inciting resistance to the law. — [13, 663, 141, 715]
auction-line: SATURDAY, 24TH DECEMBER. — [430, 1132, 552, 1142]
auction-line: T. BULLOCK, Auctioneer. 12194 — [427, 644, 542, 653]
news-text: The Waterworks Engineer, after testing the various routes, recommended the Western route. — [289, 244, 417, 271]
duncan-text: We mention the following gentlemen as having experienced and successful Threshers, who have used our FEEDERS with satisfaction to themselves and their Clients:— — [853, 677, 1101, 703]
